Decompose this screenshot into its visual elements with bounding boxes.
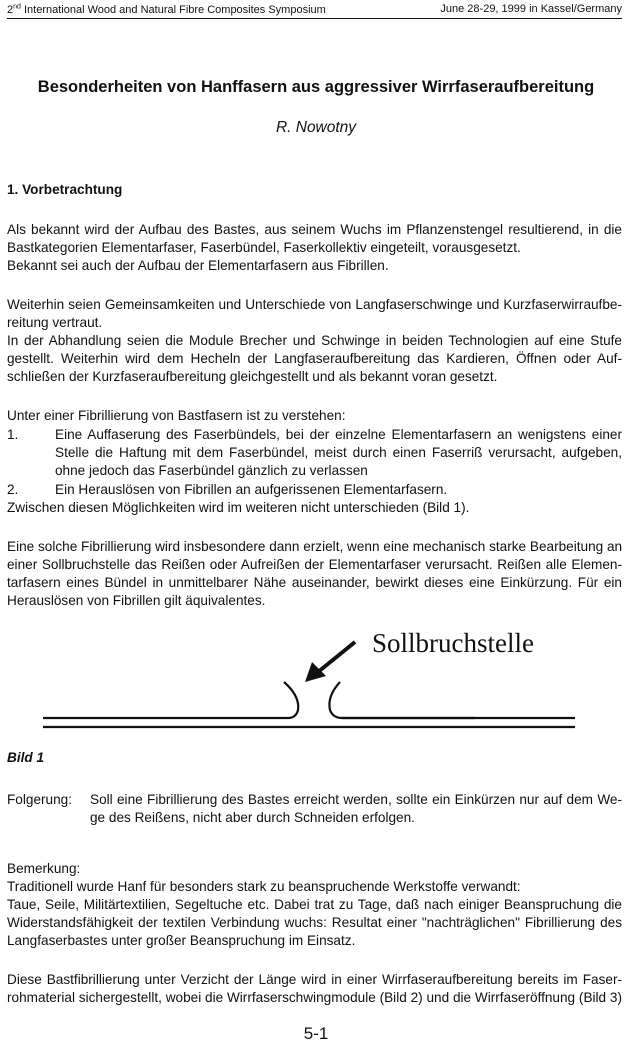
fibre-top-right	[329, 682, 475, 718]
text-line: ge des Reißens, nicht aber durch Schneiden erfolgen.	[90, 810, 415, 825]
header-left	[7, 4, 326, 16]
running-header	[7, 3, 622, 19]
text-line: Bemerkung:	[7, 861, 81, 876]
text-line: rohmaterial sichergestellt, wobei die Wirrfaserschwingmodule (Bild 2) und die Wirrfaseröffnung (Bild 3)	[7, 990, 622, 1005]
fibre-top-left	[43, 682, 298, 718]
text-line: einer Sollbruchstelle das Reißen oder Aufreißen der Elementarfaser verursacht. Reißen alle Elemen-	[7, 557, 622, 572]
text-line: tarfasern eines Bündel in unmittelbarer Nähe auseinander, bewirkt dieses eine Einkürzung. Für ein	[7, 575, 622, 590]
text-line: Bastkategorien Elementarfaser, Faserbündel, Faserkollektiv eingeteilt, vorausgesetzt.	[7, 240, 521, 255]
text-line: Weiterhin seien Gemeinsamkeiten und Unterschiede von Langfaserschwinge und Kurzfaserwirraufbe-	[7, 297, 622, 312]
figure-caption: Bild 1	[7, 750, 45, 765]
list-number: 1.	[7, 427, 19, 442]
folgerung-label: Folgerung:	[7, 792, 72, 807]
text-line: Als bekannt wird der Aufbau des Bastes, aus seinem Wuchs im Pflanzenstengel resultierend, in die	[7, 222, 622, 237]
header-ordinal-suffix: nd	[13, 3, 21, 10]
text-line: In der Abhandlung seien die Module Brecher und Schwinge in beiden Technologien auf eine Stufe	[7, 333, 622, 348]
text-line: Ein Herauslösen von Fibrillen an aufgerissenen Elementarfasern.	[55, 482, 448, 497]
list-number: 2.	[7, 482, 19, 497]
figure-fibre-break	[0, 620, 632, 740]
text-line: Stelle die Haftung mit dem Faserbündel, meist durch einen Faserriß verursacht, aufgeben,	[55, 445, 622, 460]
section-heading: 1. Vorbetrachtung	[7, 182, 123, 197]
arrow-icon	[305, 642, 355, 682]
page-number: 5-1	[303, 1024, 329, 1043]
text-line: Taue, Seile, Militärtextilien, Segeltuche etc. Dabei trat zu Tage, daß nach einiger Beanspruchung die	[7, 897, 622, 912]
text-line: Eine solche Fibrillierung wird insbesondere dann erzielt, wenn eine mechanisch starke Bearbeitung an	[7, 539, 623, 554]
text-line: Bekannt sei auch der Aufbau der Elementarfasern aus Fibrillen.	[7, 258, 389, 273]
figure-label: Sollbruchstelle	[372, 628, 534, 658]
header-right: June 28-29, 1999 in Kassel/Germany	[440, 3, 622, 15]
text-line: Widerstandsfähigkeit der textilen Verbindung wuchs: Resultat einer "nachträglichen" Fibrillierung des	[7, 915, 622, 930]
header-conference: International Wood and Natural Fibre Composites Symposium	[20, 3, 326, 16]
text-line: Zwischen diesen Möglichkeiten wird im weiteren nicht unterschieden (Bild 1).	[7, 500, 470, 515]
text-line: ohne jedoch das Faserbündel gänzlich zu verlassen	[55, 463, 368, 478]
header-ordinal: 2	[7, 3, 14, 16]
text-line: Eine Auffaserung des Faserbündels, bei der einzelne Elementarfasern an wenigstens einer	[55, 427, 622, 442]
text-line: Diese Bastfibrillierung unter Verzicht der Länge wird in einer Wirrfaseraufbereitung bereits im Faser-	[7, 972, 622, 987]
text-line: Langfaserbastes unter großer Beanspruchung im Einsatz.	[7, 933, 356, 948]
text-line: Traditionell wurde Hanf für besonders stark zu beanspruchende Werkstoffe verwandt:	[7, 879, 521, 894]
text-line: reitung vertraut.	[7, 315, 103, 330]
text-line: schließen der Kurzfaseraufbereitung gleichgestellt und als bekannt voran gesetzt.	[7, 369, 498, 384]
text-line: Unter einer Fibrillierung von Bastfasern ist zu verstehen:	[7, 408, 346, 423]
text-line: Herauslösen von Fibrillen gilt äquivalentes.	[7, 593, 266, 608]
paper-title: Besonderheiten von Hanffasern aus aggressiver Wirrfaseraufbereitung	[37, 78, 595, 96]
author: R. Nowotny	[275, 119, 357, 136]
text-line: Soll eine Fibrillierung des Bastes erreicht werden, sollte ein Einkürzen nur auf dem We-	[90, 792, 622, 807]
text-line: gestellt. Weiterhin wird dem Hecheln der Langfaseraufbereitung das Kardieren, Öffnen oder Auf-	[7, 351, 622, 366]
